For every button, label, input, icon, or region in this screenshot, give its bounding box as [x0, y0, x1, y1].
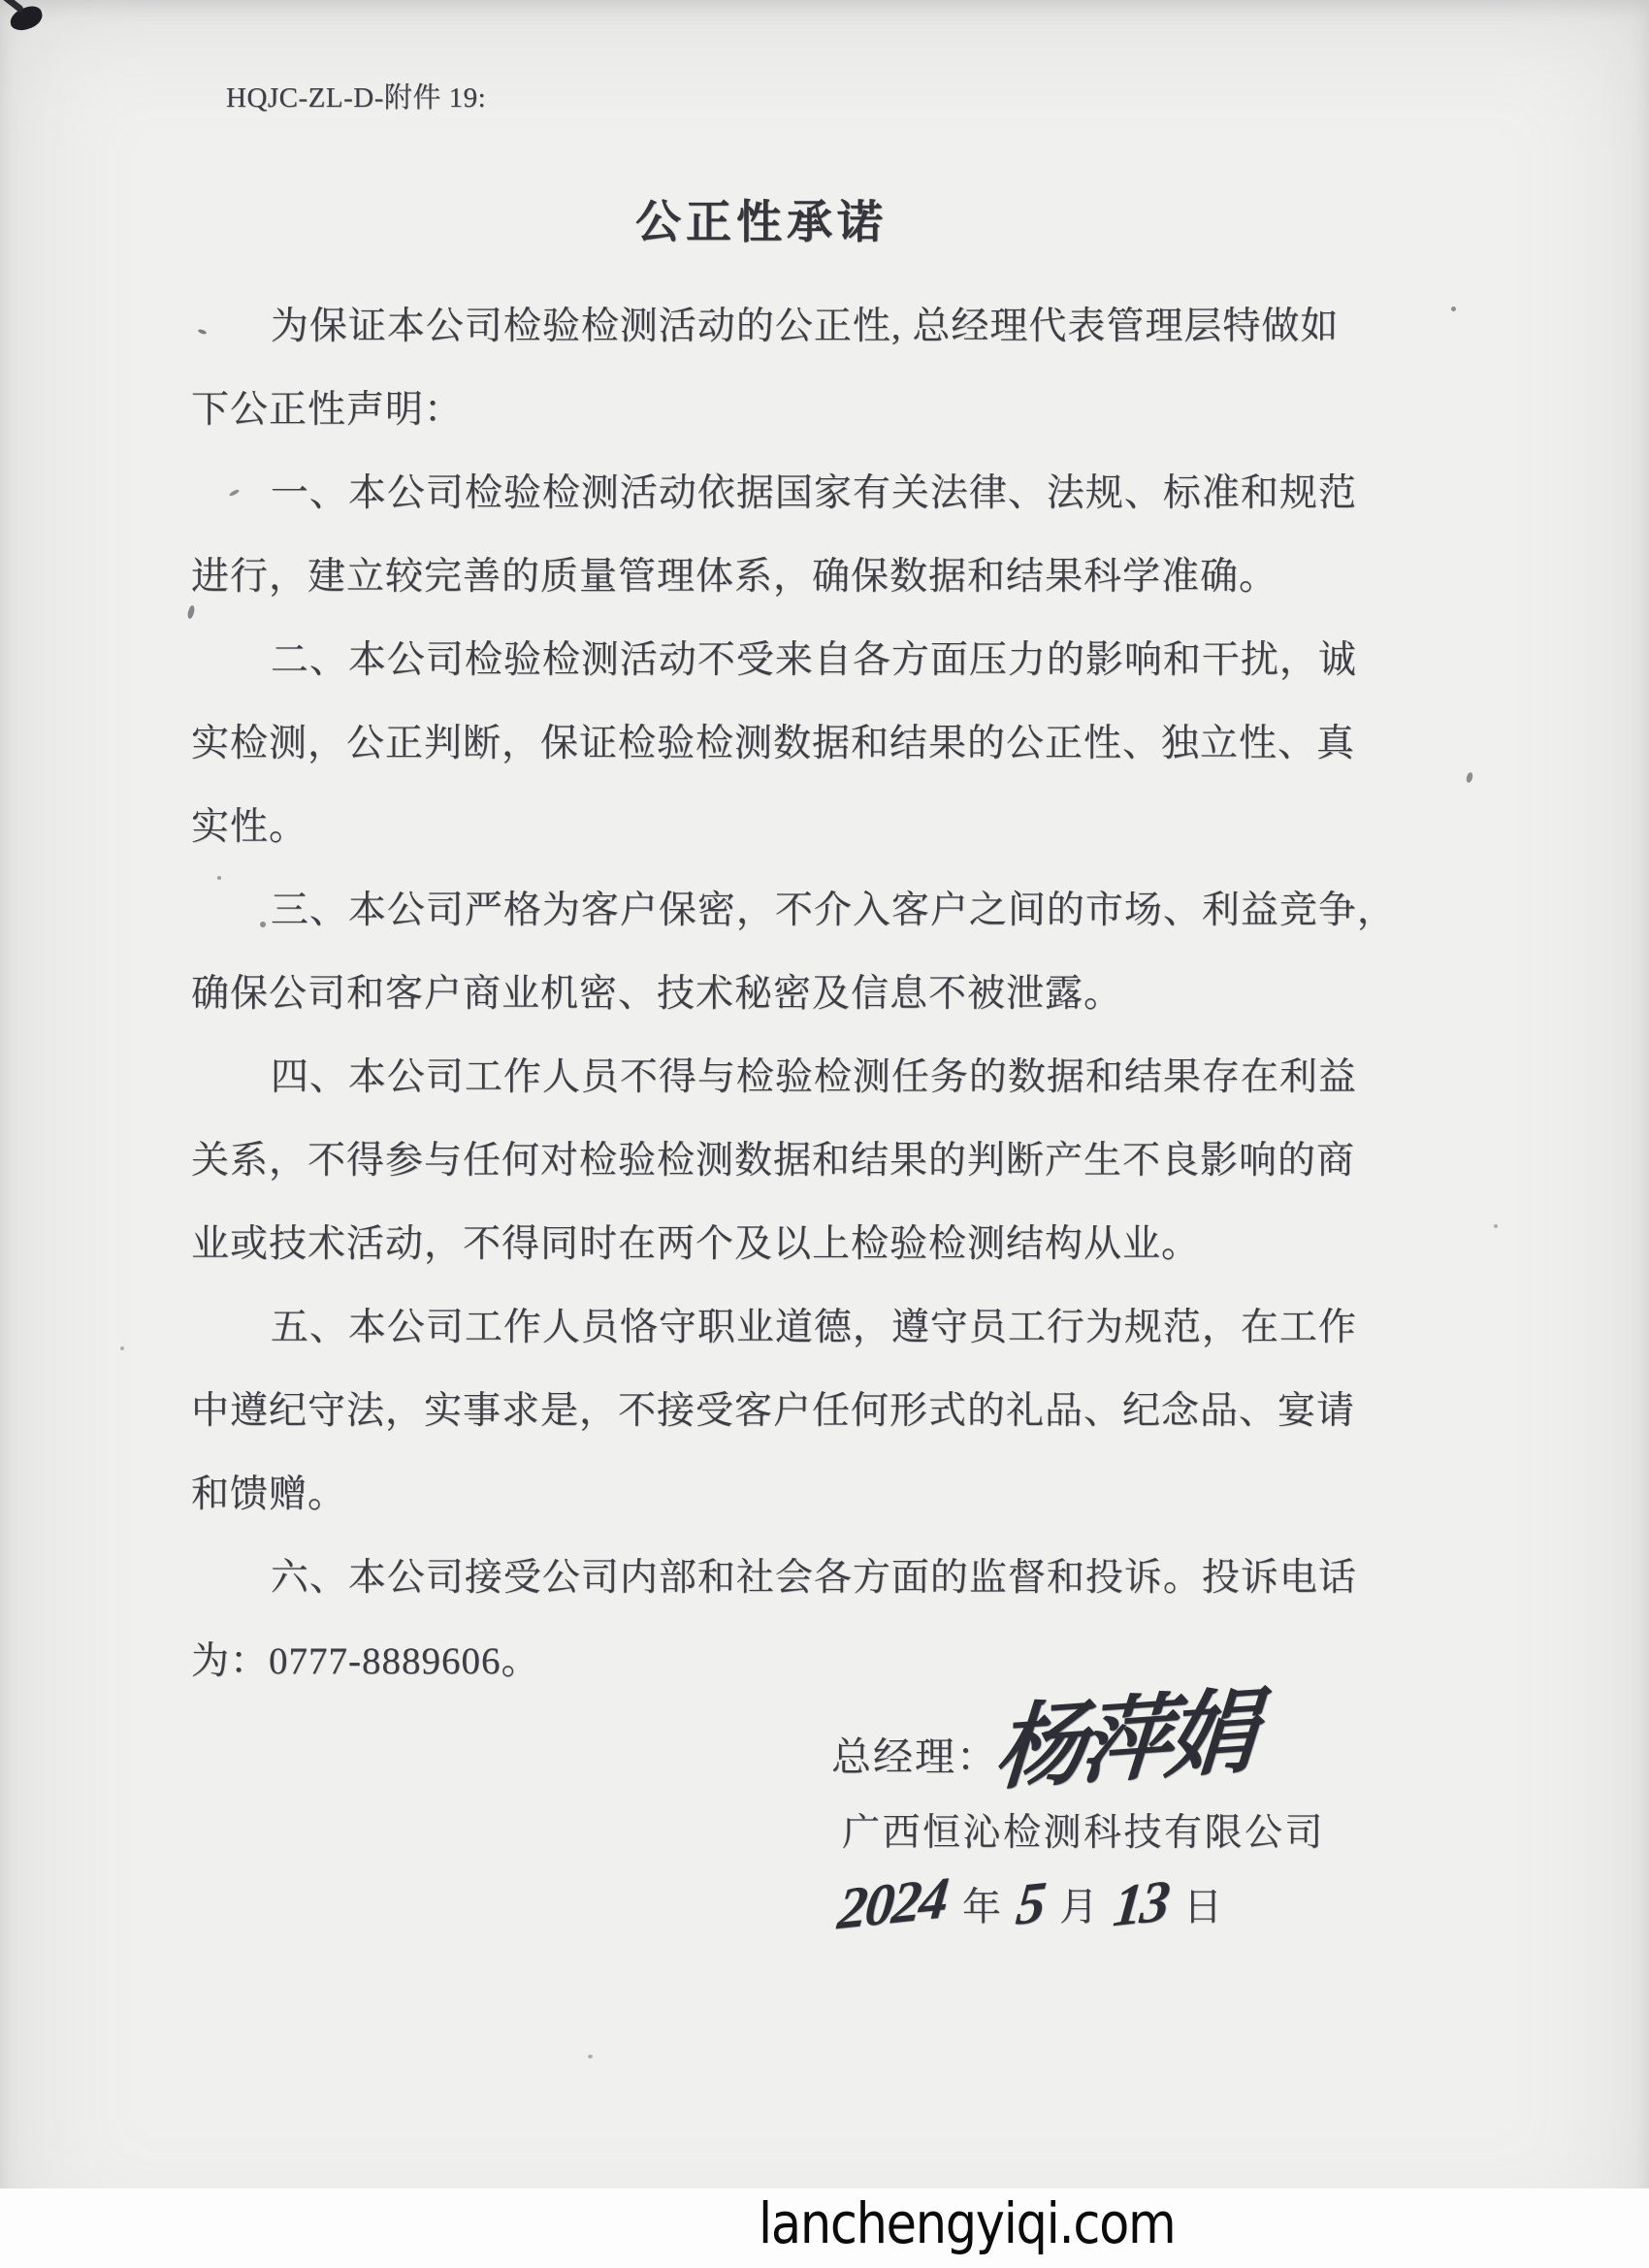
- clause-5: [191, 1286, 1370, 1537]
- watermark-band: [0, 2188, 1649, 2268]
- document-title: 公正性承诺: [635, 198, 888, 248]
- text-line: 五、本公司工作人员恪守职业道德，遵守员工行为规范，在工作: [270, 1307, 1357, 1348]
- intro-paragraph: [191, 285, 1370, 452]
- text-line: 中遵纪守法，实事求是，不接受客户任何形式的礼品、纪念品、宴请: [191, 1390, 1356, 1432]
- handwritten-month: 5: [1013, 1868, 1048, 1937]
- text-line: 六、本公司接受公司内部和社会各方面的监督和投诉。投诉电话: [270, 1557, 1357, 1599]
- handwritten-year: 2024: [834, 1864, 951, 1941]
- scan-speck: [1451, 307, 1456, 311]
- date-line: [832, 1864, 1232, 1942]
- clause-4: [191, 1036, 1370, 1286]
- text-line: 实性。: [191, 806, 308, 848]
- company-name: 广西恒沁检测科技有限公司: [842, 1812, 1326, 1854]
- text-line: 确保公司和客户商业机密、技术秘密及信息不被泄露。: [191, 973, 1123, 1015]
- scan-speck: [1466, 771, 1474, 783]
- text-line: 四、本公司工作人员不得与检验检测任务的数据和结果存在利益: [270, 1056, 1357, 1098]
- document-number: HQJC-ZL-D-附件 19:: [226, 82, 487, 113]
- text-line: 为：0777-8889606。: [191, 1640, 540, 1682]
- text-line: 为保证本公司检验检测活动的公正性, 总经理代表管理层特做如: [270, 306, 1340, 347]
- scan-artifact-corner-line: [0, 0, 24, 13]
- text-line: 进行，建立较完善的质量管理体系，确保数据和结果科学准确。: [191, 556, 1278, 598]
- watermark-text: lanchengyiqi.com: [759, 2190, 1176, 2256]
- handwritten-signature: 杨萍娟: [991, 1681, 1255, 1801]
- scan-speck: [1494, 1224, 1498, 1228]
- document-body: [191, 285, 1396, 1703]
- general-manager-label: 总经理：: [831, 1734, 998, 1779]
- day-label: 日: [1183, 1884, 1222, 1928]
- scan-speck: [588, 2055, 593, 2058]
- text-line: 一、本公司检验检测活动依据国家有关法律、法规、标准和规范: [270, 472, 1357, 514]
- scan-speck: [120, 1346, 124, 1350]
- text-line: 关系，不得参与任何对检验检测数据和结果的判断产生不良影响的商: [191, 1140, 1356, 1182]
- text-line: 下公正性声明：: [191, 389, 464, 431]
- clause-3: [191, 869, 1396, 1036]
- clause-1: [191, 452, 1370, 619]
- clause-2: [191, 619, 1370, 869]
- handwritten-day: 13: [1110, 1867, 1172, 1938]
- text-line: 和馈赠。: [191, 1474, 347, 1515]
- text-line: 业或技术活动，不得同时在两个及以上检验检测结构从业。: [191, 1223, 1201, 1265]
- month-label: 月: [1059, 1884, 1098, 1928]
- text-line: 二、本公司检验检测活动不受来自各方面压力的影响和干扰，诚: [270, 639, 1357, 681]
- year-label: 年: [962, 1884, 1001, 1928]
- text-line: 实检测，公正判断，保证检验检测数据和结果的公正性、独立性、真: [191, 723, 1356, 764]
- text-line: 三、本公司严格为客户保密，不介入客户之间的市场、利益竞争，: [270, 890, 1396, 931]
